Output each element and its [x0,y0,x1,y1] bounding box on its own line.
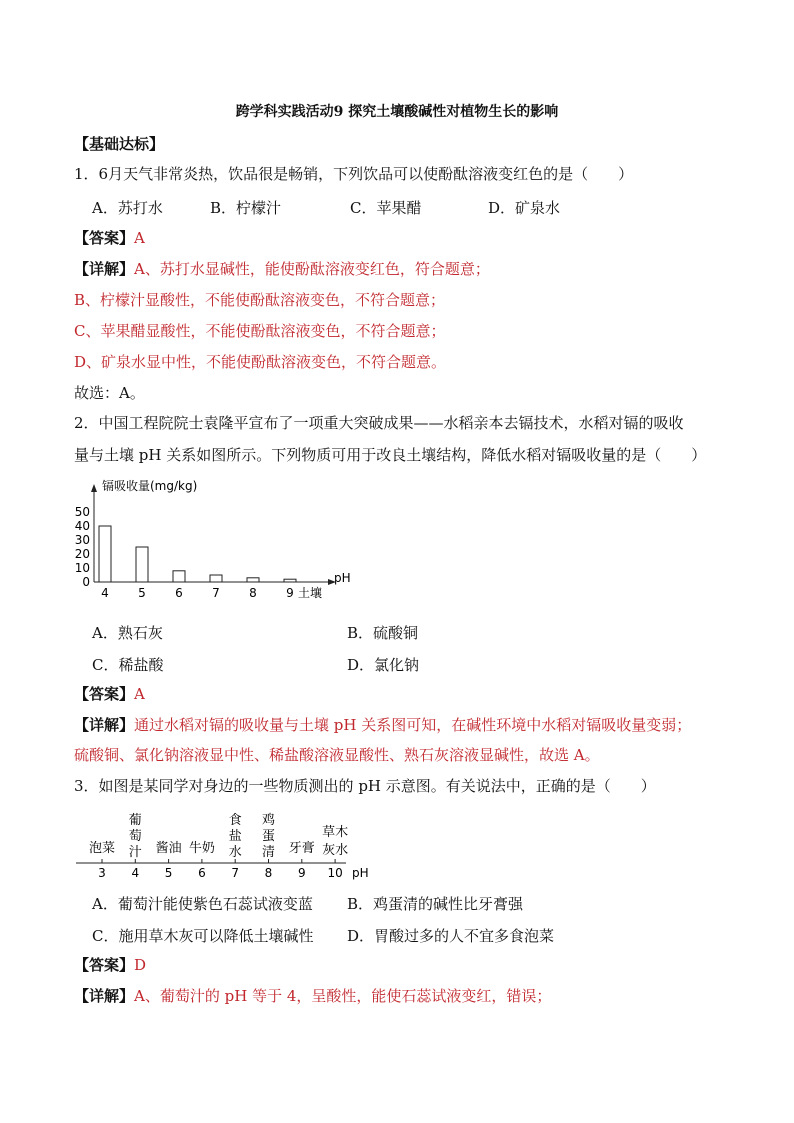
q2-detail-2: 硫酸铜、氯化钠溶液显中性、稀盐酸溶液显酸性、熟石灰溶液显碱性，故选 A。 [74,746,600,764]
ph-tick-label: 3 [98,866,106,880]
x-tick-label: 4 [101,586,109,600]
ph-item-label: 灰水 [322,843,349,858]
x-tick-label: 7 [212,586,220,600]
q1-answer-value: A [134,229,145,247]
q3-option-d: D．胃酸过多的人不宜多食泡菜 [347,927,555,945]
q2-stem-line-1: 2．中国工程院院士袁隆平宣布了一项重大突破成果——水稻亲本去镉技术，水稻对镉的吸收 [74,414,684,432]
q3-option-b: B．鸡蛋清的碱性比牙膏强 [347,895,524,913]
q1-detail-4: D、矿泉水显中性，不能使酚酞溶液变色，不符合题意。 [74,353,447,371]
answer-tag: 【答案】 [74,685,135,703]
detail-tag: 【详解】 [74,987,135,1005]
ph-item-label: 鸡 [261,813,276,828]
q1-stem: 1．6月天气非常炎热，饮品很是畅销，下列饮品可以使酚酞溶液变红色的是（ ） [74,165,634,183]
q2-option-d: D．氯化钠 [347,656,420,674]
ph-item [189,840,215,856]
ph-item [129,813,142,860]
q3-detail-1 [74,986,551,1006]
x-tick-label: 5 [138,586,146,600]
ph-item-label: 牙膏 [288,841,315,856]
ph-tick-label: 5 [164,866,173,880]
bar-ph-9 [284,579,296,582]
ph-tick-label: 7 [231,866,240,880]
bar-ph-6 [173,571,185,582]
ph-tick-label: 8 [264,866,273,880]
q2-detail-1-text: 通过水稻对镉的吸收量与土壤 pH 关系图可知，在碱性环境中水稻对镉吸收量变弱； [134,716,692,734]
q1-answer [74,228,145,248]
y-tick-label: 20 [74,547,90,561]
ph-scale-diagram [74,804,384,882]
ph-tick-label: 6 [198,866,206,880]
ph-item-label: 盐 [228,829,242,844]
q2-option-b: B．硫酸铜 [347,624,419,642]
detail-tag: 【详解】 [74,260,135,278]
chart-y-arrow [91,484,97,492]
page-title: 跨学科实践活动9 探究土壤酸碱性对植物生长的影响 [235,104,559,120]
answer-tag: 【答案】 [74,229,135,247]
ph-item-label: 酱油 [155,841,182,856]
q1-option-c: C．苹果醋 [350,199,422,217]
ph-item-label: 泡菜 [88,841,116,856]
q1-detail-1-text: A、苏打水显碱性，能使酚酞溶液变红色，符合题意； [134,260,490,278]
q2-answer-value: A [134,685,145,703]
ph-item-label: 清 [261,845,276,860]
chart-xlabel-extra: 土壤 [298,586,323,600]
x-tick-label: 6 [175,586,183,600]
ph-item [156,840,182,856]
q2-detail-1 [74,715,691,735]
ph-item [229,813,242,860]
ph-item-label: 萄 [128,829,142,844]
ph-item [322,824,348,858]
answer-tag: 【答案】 [74,956,135,974]
chart-ylabel: 镉吸收量(mg/kg) [102,479,198,493]
x-tick-label: 8 [249,586,257,600]
chart-xlabel: pH [334,571,351,585]
ph-item-label: 食 [228,813,242,828]
q2-stem-line-2: 量与土壤 pH 关系如图所示。下列物质可用于改良土壤结构，降低水稻对镉吸收量的是（ ） [74,446,707,464]
ph-item-label: 草木 [322,825,349,840]
cadmium-ph-bar-chart [74,474,374,604]
x-tick-label: 9 [286,586,294,600]
ph-tick-label: 10 [327,866,343,880]
bar-ph-5 [136,547,148,582]
q1-option-a: A．苏打水 [92,199,163,217]
ph-item-label: 葡 [128,813,142,828]
q1-detail-3: C、苹果醋显酸性，不能使酚酞溶液变色，不符合题意； [74,322,446,340]
q3-option-a: A．葡萄汁能使紫色石蕊试液变蓝 [92,895,313,913]
q1-option-b: B．柠檬汁 [210,199,282,217]
ph-item [262,813,275,860]
detail-tag: 【详解】 [74,716,135,734]
q1-detail-5: 故选：A。 [74,384,145,402]
ph-item-label: 汁 [128,845,142,860]
ph-item-label: 牛奶 [188,841,215,856]
q1-detail-2: B、柠檬汁显酸性，不能使酚酞溶液变色，不符合题意； [74,291,446,309]
bar-ph-4 [99,526,111,582]
q1-option-d: D．矿泉水 [488,199,561,217]
bar-ph-8 [247,578,259,582]
q2-option-a: A．熟石灰 [92,624,163,642]
y-tick-label: 10 [74,561,90,575]
y-tick-label: 50 [74,505,90,519]
q3-stem: 3．如图是某同学对身边的一些物质测出的 pH 示意图。有关说法中，正确的是（ ） [74,777,656,795]
q3-answer [74,955,146,975]
y-tick-label: 30 [74,533,90,547]
ph-item-label: 蛋 [261,829,276,844]
y-tick-label: 0 [82,575,90,589]
ph-tick-label: 4 [131,866,140,880]
ph-axis-label: pH [352,866,369,880]
q3-detail-1-text: A、葡萄汁的 pH 等于 4，呈酸性，能使石蕊试液变红，错误； [134,987,552,1005]
ph-item [89,840,115,856]
q3-answer-value: D [134,956,147,974]
ph-item [289,841,315,856]
bar-ph-7 [210,575,222,582]
q2-option-c: C．稀盐酸 [92,656,164,674]
q3-option-c: C．施用草木灰可以降低土壤碱性 [92,927,314,945]
ph-item-label: 水 [228,845,242,860]
section-heading: 【基础达标】 [74,135,165,153]
q1-detail-1 [74,259,490,279]
y-tick-label: 40 [74,519,90,533]
ph-tick-label: 9 [297,866,306,880]
q2-answer [74,684,145,704]
